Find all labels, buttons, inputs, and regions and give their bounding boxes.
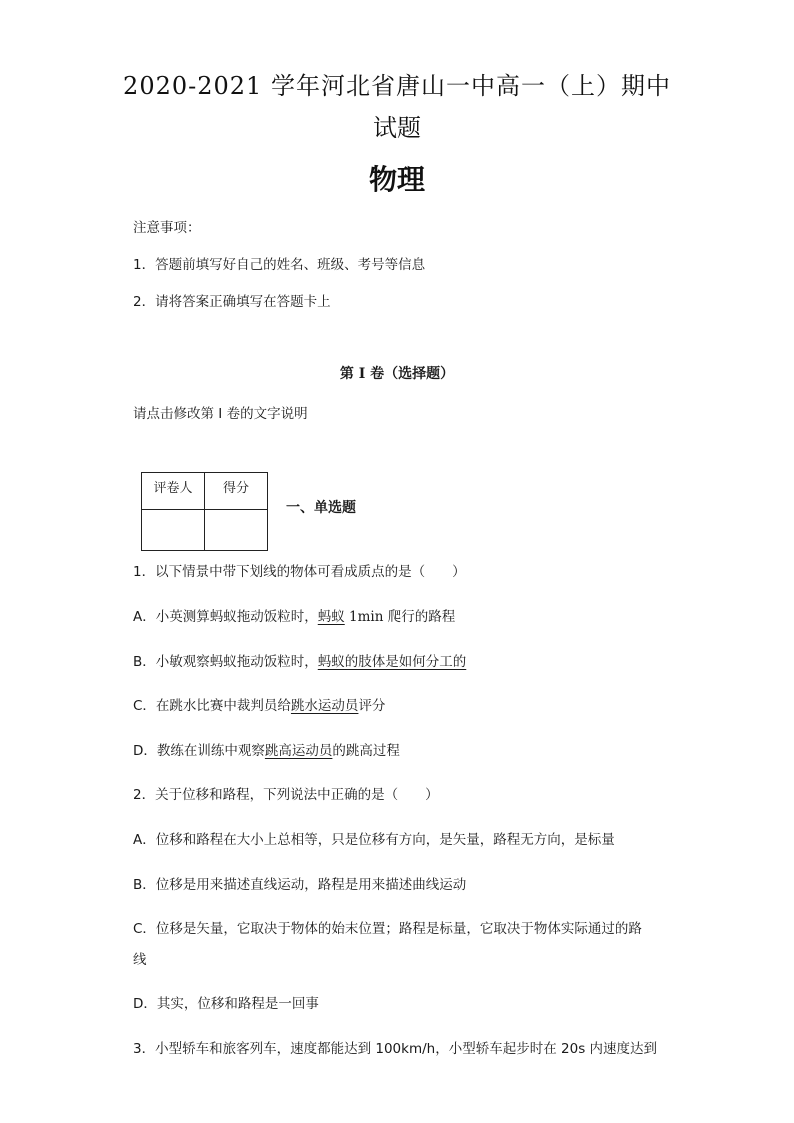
question-2-option-b: B．位移是用来描述直线运动，路程是用来描述曲线运动	[133, 877, 467, 893]
question-1-option-b: B．小敏观察蚂蚁拖动饭粒时，蚂蚁的肢体是如何分工的	[133, 654, 467, 670]
grader-table	[141, 472, 268, 551]
subject-title: 物理	[368, 163, 425, 196]
question-2-option-c-cont: 线	[133, 952, 147, 968]
question-2-option-d: D．其实，位移和路程是一回事	[133, 996, 319, 1012]
question-1-option-c: C．在跳水比赛中裁判员给跳水运动员评分	[133, 698, 386, 714]
question-2-stem: 2．关于位移和路程，下列说法中正确的是（ ）	[133, 787, 439, 803]
exam-title-line1: 2020-2021 学年河北省唐山一中高一（上）期中	[123, 72, 671, 100]
underlined-object: 跳高运动员	[264, 743, 333, 759]
section-label: 一、单选题	[286, 500, 356, 516]
grader-header-cell: 评卷人	[142, 473, 205, 510]
question-2-option-c: C．位移是矢量，它取决于物体的始末位置；路程是标量，它取决于物体实际通过的路	[133, 921, 642, 937]
score-input-cell[interactable]	[205, 510, 268, 551]
question-2-option-a: A．位移和路程在大小上总相等，只是位移有方向，是矢量，路程无方向，是标量	[133, 832, 615, 848]
underlined-object: 蚂蚁的肢体是如何分工的	[317, 654, 467, 670]
question-3-stem: 3．小型轿车和旅客列车，速度都能达到 100km/h，小型轿车起步时在 20s 内速度达到	[133, 1041, 658, 1057]
notice-item-2: 2．请将答案正确填写在答题卡上	[133, 294, 331, 310]
grader-input-cell[interactable]	[142, 510, 205, 551]
question-1-stem: 1．以下情景中带下划线的物体可看成质点的是（ ）	[133, 564, 466, 580]
question-1-option-d: D．教练在训练中观察跳高运动员的跳高过程	[133, 743, 400, 759]
notice-heading: 注意事项：	[133, 220, 201, 236]
question-1-option-a: A．小英测算蚂蚁拖动饭粒时，蚂蚁 1min 爬行的路程	[133, 609, 456, 625]
notice-item-1: 1．答题前填写好自己的姓名、班级、考号等信息	[133, 257, 426, 273]
exam-title-line2: 试题	[373, 114, 421, 142]
volume-heading: 第 I 卷（选择题）	[339, 366, 455, 382]
score-header-cell: 得分	[205, 473, 268, 510]
underlined-object: 跳水运动员	[290, 698, 359, 714]
volume-description[interactable]: 请点击修改第 I 卷的文字说明	[133, 406, 308, 422]
underlined-object: 蚂蚁	[317, 609, 345, 625]
